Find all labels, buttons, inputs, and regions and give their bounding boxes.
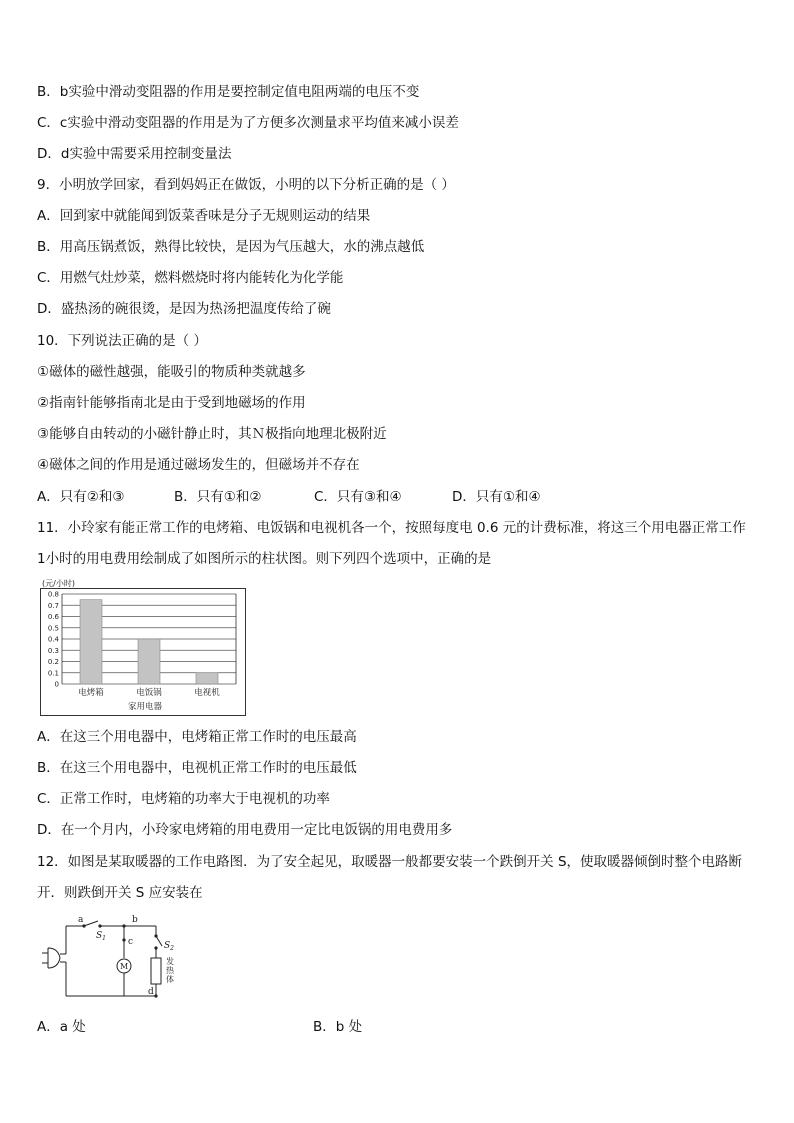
plug-icon	[48, 948, 60, 968]
q11-option-c: C．正常工作时，电烤箱的功率大于电视机的功率	[37, 791, 330, 807]
chart-y-tick-label: 0.8	[47, 590, 59, 599]
q9-stem: 9．小明放学回家，看到妈妈正在做饭，小明的以下分析正确的是（ ）	[37, 177, 455, 193]
q8-option-d: D．d实验中需要采用控制变量法	[37, 146, 232, 162]
switch-s1-icon	[84, 921, 98, 926]
q9-option-a: A．回到家中就能闻到饭菜香味是分子无规则运动的结果	[37, 208, 371, 224]
q10-statement-2: ②指南针能够指南北是由于受到地磁场的作用	[37, 395, 306, 411]
bar-chart	[40, 578, 246, 716]
q10-options	[37, 488, 541, 506]
q8-option-b: B．b实验中滑动变阻器的作用是要控制定值电阻两端的电压不变	[37, 84, 420, 100]
q10-option-b: B．只有①和②	[174, 489, 262, 505]
q9-option-c: C．用燃气灶炒菜，燃料燃烧时将内能转化为化学能	[37, 270, 344, 286]
point-b-label: b	[132, 915, 138, 925]
switch-s2-label: $S_2$	[164, 941, 174, 952]
q12-stem-line1: 12．如图是某取暖器的工作电路图．为了安全起见，取暖器一般都要安装一个跌倒开关 S，使取暖器倾倒时整个电路断	[37, 854, 743, 870]
q9-option-d: D．盛热汤的碗很烫，是因为热汤把温度传给了碗	[37, 301, 331, 317]
heater-icon	[151, 958, 161, 984]
q10-stem: 10．下列说法正确的是（ ）	[37, 333, 207, 349]
q10-statement-3: ③能够自由转动的小磁针静止时，其Ｎ极指向地理北极附近	[37, 426, 387, 442]
chart-y-tick-label: 0.7	[47, 601, 59, 610]
point-a-label: a	[78, 915, 84, 925]
q12-stem-line2: 开．则跌倒开关 S 应安装在	[37, 885, 203, 901]
switch-s1-label: $S_1$	[96, 931, 106, 942]
q11-option-b: B．在这三个用电器中，电视机正常工作时的电压最低	[37, 760, 357, 776]
chart-bar	[196, 673, 218, 684]
chart-y-tick-label: 0.2	[47, 658, 59, 666]
q9-option-b: B．用高压锅煮饭，熟得比较快，是因为气压越大，水的沸点越低	[37, 239, 425, 255]
circuit-diagram	[38, 910, 198, 1010]
heater-label: 发热体	[166, 957, 174, 984]
chart-y-tick-label: 0.4	[47, 635, 59, 644]
chart-x-tick-label: 电饭锅	[136, 688, 162, 698]
q11-option-d: D．在一个月内，小玲家电烤箱的用电费用一定比电饭锅的用电费用多	[37, 822, 453, 838]
q10-statement-1: ①磁体的磁性越强，能吸引的物质种类就越多	[37, 364, 306, 380]
chart-x-tick-label: 电烤箱	[78, 688, 104, 698]
chart-bar	[138, 639, 160, 684]
q10-statement-4: ④磁体之间的作用是通过磁场发生的，但磁场并不存在	[37, 457, 360, 473]
chart-y-tick-label: 0.6	[47, 613, 59, 621]
switch-s2-icon	[156, 936, 162, 946]
q11-stem-line2: 1小时的用电费用绘制成了如图所示的柱状图。则下列四个选项中，正确的是	[37, 551, 492, 567]
chart-y-tick-label: 0.1	[47, 669, 59, 678]
q11-stem-line1: 11．小玲家有能正常工作的电烤箱、电饭锅和电视机各一个，按照每度电 0.6 元的计费标准，将这三个用电器正常工作	[37, 520, 746, 536]
q12-option-b: B．b 处	[313, 1019, 363, 1035]
q12-option-a: A．a 处	[37, 1019, 86, 1035]
chart-x-label: 家用电器	[127, 702, 163, 712]
chart-unit-label: (元/小时)	[42, 579, 75, 588]
motor-label: M	[120, 962, 129, 971]
q10-option-d: D．只有①和④	[452, 489, 541, 505]
chart-bar	[80, 600, 102, 684]
point-d-label: d	[148, 987, 154, 997]
q10-option-c: C．只有③和④	[314, 489, 402, 505]
chart-y-tick-label: 0.5	[47, 624, 59, 633]
chart-x-tick-label: 电视机	[194, 688, 220, 698]
chart-y-tick-label: 0.3	[47, 646, 59, 655]
chart-y-tick-label: 0	[54, 680, 59, 689]
point-c-label: c	[128, 937, 134, 947]
q8-option-c: C．c实验中滑动变阻器的作用是为了方便多次测量求平均值来减小误差	[37, 115, 459, 131]
q11-option-a: A．在这三个用电器中，电烤箱正常工作时的电压最高	[37, 729, 357, 745]
q10-option-a: A．只有②和③	[37, 489, 125, 505]
